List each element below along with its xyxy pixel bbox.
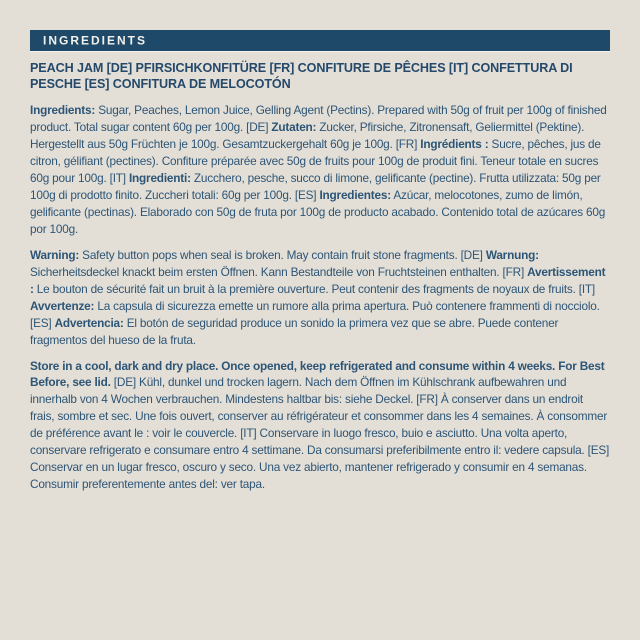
bold-text-run: Zutaten: <box>271 119 317 134</box>
bold-text-run: Avertissement : <box>30 264 606 296</box>
ingredients-header-bar <box>30 30 610 51</box>
text-run: Sugar, Peaches, Lemon Juice, Gelling Agent (Pectins). Prepared with 50g of fruit per 100g of finished product. Total sugar content 60g per 100g. [DE] <box>30 102 607 134</box>
bold-text-run: Ingredients: <box>30 102 96 117</box>
ingredients-header-title: INGREDIENTS <box>43 33 148 47</box>
text-run: Zucchero, pesche, succo di limone, gelificante (pectine). Frutta utilizzata: 50g per 100g di prodotto finito. Zuccheri totali: 60g per 100g. [ES] <box>30 170 601 202</box>
bold-text-run: Avvertenze: <box>30 298 95 313</box>
label-paragraphs <box>30 102 610 494</box>
bold-text-run: Store in a cool, dark and dry place. Once opened, keep refrigerated and consume within 4 weeks. For Best Before, see lid. <box>30 358 605 390</box>
text-run: Sucre, pêches, jus de citron, gélifiant (pectines). Confiture préparée avec 50g de fruits pour 100g de produit fini. Teneur totale en sucres 60g pour 100g. [IT] <box>30 136 601 185</box>
text-run: Le bouton de sécurité fait un bruit à la première ouverture. Peut contenir des fragments de noyaux de fruits. [IT] <box>33 281 596 296</box>
bold-text-run: Warnung: <box>485 247 539 262</box>
text-run: Sicherheitsdeckel knackt beim ersten Öffnen. Kann Bestandteile von Fruchtsteinen enthalten. [FR] <box>30 264 528 279</box>
text-run: Zucker, Pfirsiche, Zitronensaft, Geliermittel (Pektine). Hergestellt aus 50g Früchten je 100g. Gesamtzuckergehalt 60g je 100g. [FR] <box>30 119 585 151</box>
product-title: PEACH JAM [DE] PFIRSICHKONFITÜRE [FR] CONFITURE DE PÊCHES [IT] CONFETTURA DI PESCHE [ES] CONFITURA DE MELOCOTÓN <box>30 61 573 92</box>
text-run: El botón de seguridad produce un sonido la primera vez que se abre. Puede contener fragmentos del hueso de la fruta. <box>30 315 559 347</box>
paragraph-ingredients <box>30 102 610 238</box>
text-run: La capsula di sicurezza emette un rumore alla prima apertura. Può contenere frammenti di nocciolo. [ES] <box>30 298 600 330</box>
bold-text-run: Ingredientes: <box>319 187 391 202</box>
paragraph-storage <box>30 358 610 494</box>
paragraph-warning <box>30 247 610 349</box>
bold-text-run: Advertencia: <box>54 315 124 330</box>
bold-text-run: Ingrédients : <box>420 136 489 151</box>
bold-text-run: Ingredienti: <box>128 170 191 185</box>
text-run: [DE] Kühl, dunkel und trocken lagern. Nach dem Öffnen im Kühlschrank aufbewahren und innerhalb von 4 Wochen verbrauchen. Mindestens haltbar bis: siehe Deckel. [FR] À conserver dans un endroit frais, sombre et sec. Une fois ouvert, conserver au réfrigérateur et consommer dans les 4 semaines. À consommer de préférence avant le : voir le couvercle. [IT] Conservare in luogo fresco, buio e asciutto. Una volta aperto, conservare refrigerato e consumare entro 4 settimane. Da consumarsi preferibilmente entro il: vedere capsula. [ES] Conservar en un lugar fresco, oscuro y seco. Una vez abierto, mantener refrigerado y consumir en 4 semanas. Consumir preferentemente antes del: ver tapa. <box>30 375 610 492</box>
text-run: Safety button pops when seal is broken. May contain fruit stone fragments. [DE] <box>79 247 486 262</box>
text-run: Azúcar, melocotones, zumo de limón, gelificante (pectinas). Elaborado con 50g de fruta por 100g de producto acabado. Contenido total de azúcares 60g por 100g. <box>30 187 606 236</box>
bold-text-run: Warning: <box>30 247 80 262</box>
